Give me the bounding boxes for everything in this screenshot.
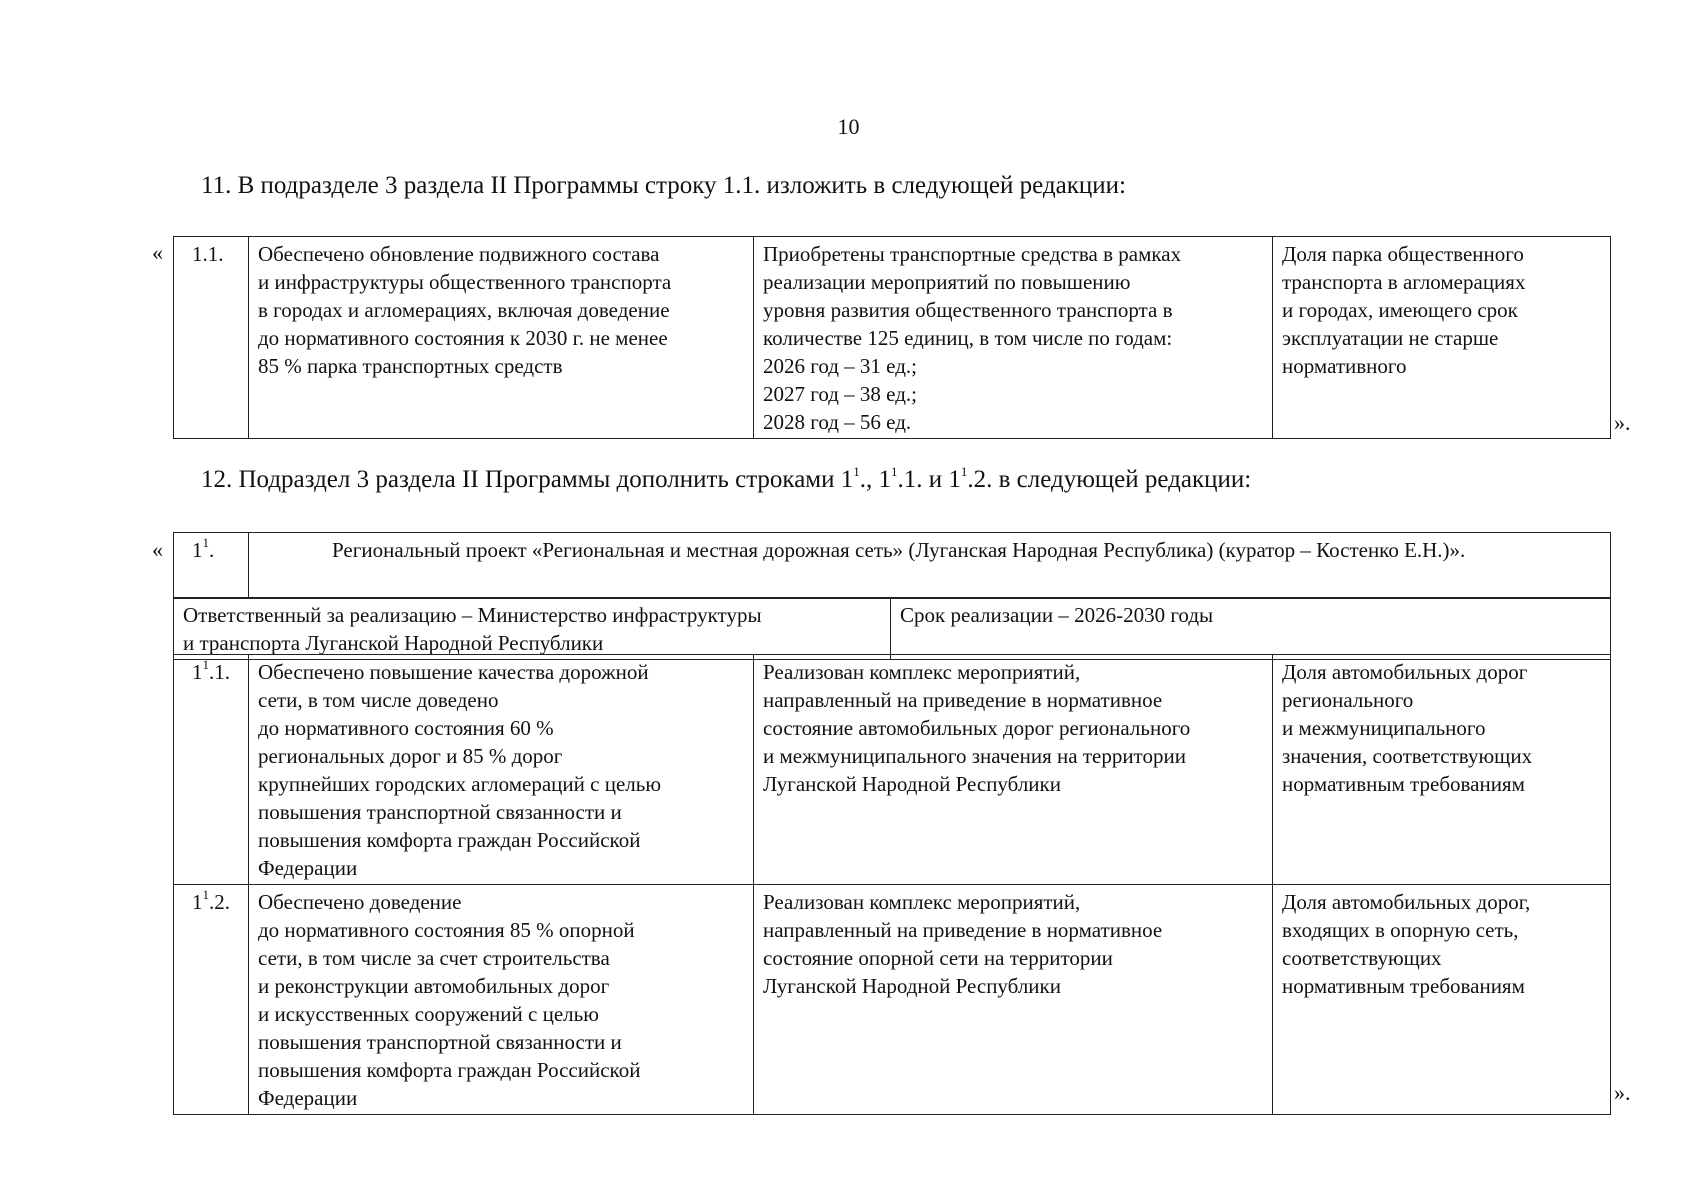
close-quote: ». — [1614, 410, 1631, 435]
project-title-row — [174, 533, 1611, 599]
result-cell: Обеспечено доведение до нормативного состояния 85 % опорной сети, в том числе за счет строительства и реконструкции автомобильных дорог и искусственных сооружений с целью повышения транспортной связанности и повышения комфорта граждан Российской Федерации — [249, 885, 754, 1115]
responsible-cell: Ответственный за реализацию – Министерство инфраструктуры и транспорта Луганской Народной Республики — [174, 598, 891, 660]
table-project-header — [173, 532, 1611, 599]
indicator-cell: Доля парка общественного транспорта в агломерациях и городах, имеющего срок эксплуатации не старше нормативного — [1273, 237, 1611, 439]
characteristic-cell: Реализован комплекс мероприятий, направленный на приведение в нормативное состояние автомобильных дорог регионального и межмуниципального значения на территории Луганской Народной Республики — [754, 655, 1273, 885]
row-number: $1^1.2$. — [174, 885, 249, 1115]
result-cell: Обеспечено повышение качества дорожной сети, в том числе доведено до нормативного состояния 60 % региональных дорог и 85 % дорог крупнейших городских агломераций с целью повышения транспортной связанности и повышения комфорта граждан Российской Федерации — [249, 655, 754, 885]
table-row — [174, 655, 1611, 885]
result-cell: Обеспечено обновление подвижного состава и инфраструктуры общественного транспорта в городах и агломерациях, включая доведение до нормативного состояния к 2030 г. не менее 85 % парка транспортных средств — [249, 237, 754, 439]
characteristic-cell: Реализован комплекс мероприятий, направленный на приведение в нормативное состояние опорной сети на территории Луганской Народной Республики — [754, 885, 1273, 1115]
open-quote: « — [152, 240, 163, 265]
row-number: 1.1. — [174, 237, 249, 439]
project-info-row — [174, 598, 1611, 660]
deadline-cell: Срок реализации – 2026-2030 годы — [891, 598, 1611, 660]
page-number: 10 — [837, 114, 860, 139]
indicator-cell: Доля автомобильных дорог, входящих в опорную сеть, соответствующих нормативным требованиям — [1273, 885, 1611, 1115]
table-project-info — [173, 597, 1611, 660]
row-number: $1^1.1$. — [174, 655, 249, 885]
indicator-cell: Доля автомобильных дорог регионального и межмуниципального значения, соответствующих нормативным требованиям — [1273, 655, 1611, 885]
table-row — [174, 885, 1611, 1115]
project-title: Региональный проект «Региональная и местная дорожная сеть» (Луганская Народная Республика) (куратор – Костенко Е.Н.)». — [249, 533, 1611, 599]
project-number: $1^1$. — [174, 533, 249, 599]
item-12-heading: 12. Подраздел 3 раздела II Программы дополнить строками $1^1$., $1^1.1$. и $1^1.2$. в следующей редакции: — [201, 463, 1252, 493]
close-quote-2: ». — [1614, 1080, 1631, 1105]
open-quote-2: « — [152, 537, 163, 562]
table-rows-1-1 — [173, 654, 1611, 1115]
item-11-heading: 11. В подразделе 3 раздела II Программы строку 1.1. изложить в следующей редакции: — [201, 172, 1126, 199]
table-row-1-1 — [173, 236, 1611, 439]
table-row — [174, 237, 1611, 439]
characteristic-cell: Приобретены транспортные средства в рамках реализации мероприятий по повышению уровня развития общественного транспорта в количестве 125 единиц, в том числе по годам: 2026 год – 31 ед.; 2027 год – 38 ед.; 2028 год – 56 ед. — [754, 237, 1273, 439]
